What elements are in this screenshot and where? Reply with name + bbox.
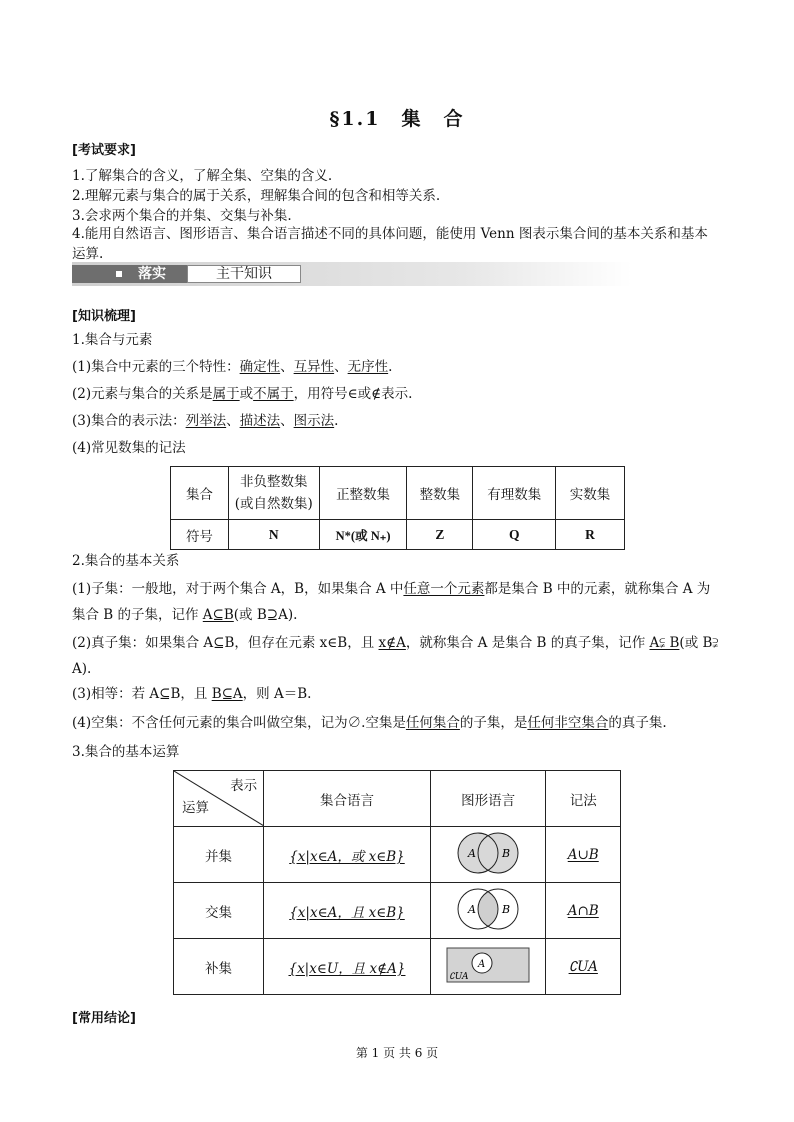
ops-header-lang: 集合语言: [264, 771, 431, 827]
union-venn-diagram: [450, 830, 526, 876]
union-notation-text: A∪B: [567, 846, 599, 863]
subset-text-b: 都是集合 B 中的元素，就称集合 A 为: [484, 581, 711, 597]
numsets-header-4: 有理数集: [473, 467, 556, 520]
equality-line: [72, 684, 311, 704]
proper-text-b: ，就称集合 A 是集合 B 的真子集，记作: [405, 635, 650, 651]
intersection-lang-text: {x|x∈A，且 x∈B}: [289, 904, 405, 921]
complement-name: 补集: [174, 939, 264, 995]
exam-requirements-tag: [考试要求]: [72, 143, 136, 158]
banner-right-label: 主干知识: [187, 265, 301, 283]
page-title: §1.1 集 合: [329, 108, 465, 130]
intersection-notation: [546, 883, 621, 939]
sec1-p4: (4)常见数集的记法: [72, 440, 186, 456]
subset-underline-1: 任意一个元素: [403, 581, 485, 597]
proper-underline-1: x∉A: [378, 635, 406, 651]
complement-venn-diagram: [446, 947, 530, 983]
method-2: 描述法: [239, 413, 281, 429]
sec1-p2-suffix: ，用符号∈或∉表示.: [293, 386, 413, 402]
set-operations-table: [173, 770, 621, 995]
sec1-heading: 1.集合与元素: [72, 332, 153, 348]
intersection-lang: [264, 883, 431, 939]
page-footer: 第 1 页 共 6 页: [355, 1046, 439, 1060]
trait-3: 无序性: [347, 359, 389, 375]
equality-text-a: (3)相等：若 A⊆B，且: [72, 686, 212, 702]
numsets-header-1: 非负整数集 (或自然数集): [228, 467, 319, 520]
complement-lang: [264, 939, 431, 995]
subset-line-1: [72, 579, 710, 599]
banner-left-label: 落实: [138, 266, 166, 282]
trait-1: 确定性: [239, 359, 281, 375]
union-lang: [264, 827, 431, 883]
ops-corner-top: 表示: [230, 778, 258, 794]
subset-text-c: 集合 B 的子集，记作: [72, 607, 203, 623]
trait-2: 互异性: [293, 359, 335, 375]
exam-req-1: 1.了解集合的含义，了解全集、空集的含义.: [72, 168, 333, 184]
exam-req-2: 2.理解元素与集合的属于关系，理解集合间的包含和相等关系.: [72, 188, 441, 204]
sec1-p2-or: 或: [239, 386, 254, 402]
complement-lang-text: {x|x∈U，且 x∉A}: [288, 960, 406, 977]
exam-req-4-cont: 运算.: [72, 246, 104, 262]
number-sets-table: [170, 466, 625, 550]
numsets-cell-1: N: [228, 520, 319, 550]
numsets-cell-2: N*(或 N₊): [319, 520, 407, 550]
subset-underline-2: A⊆B: [202, 607, 234, 623]
empty-text-b: 的子集，是: [459, 715, 528, 731]
proper-underline-2: A⫋ B: [649, 635, 680, 651]
union-venn: [430, 827, 546, 883]
complement-notation: [546, 939, 621, 995]
numsets-cell-4: Q: [473, 520, 556, 550]
relation-not-belong: 不属于: [253, 386, 294, 402]
method-1: 列举法: [185, 413, 227, 429]
sec1-p1-prefix: (1)集合中元素的三个特性：: [72, 359, 240, 375]
proper-text-c: (或 B⫌: [679, 635, 719, 651]
empty-text-c: 的真子集.: [608, 715, 667, 731]
numsets-header-2: 正整数集: [319, 467, 407, 520]
union-name: 并集: [174, 827, 264, 883]
sec1-p2-prefix: (2)元素与集合的关系是: [72, 386, 213, 402]
sec1-p2: [72, 384, 412, 404]
complement-venn: [430, 939, 546, 995]
complement-notation-text: ∁UA: [568, 958, 598, 975]
ops-corner-cell: [174, 771, 264, 827]
proper-subset-line-1: [72, 633, 718, 653]
equality-underline: B⊆A: [211, 686, 243, 702]
conclusion-tag: [常用结论]: [72, 1011, 136, 1026]
empty-text-a: (4)空集：不含任何元素的集合叫做空集，记为∅.空集是: [72, 715, 406, 731]
empty-underline-1: 任何集合: [405, 715, 460, 731]
sec1-p1: (1)集合中元素的三个特性：确定性、互异性、无序性.: [72, 359, 393, 375]
proper-text-a: (2)真子集：如果集合 A⊆B，但存在元素 x∈B，且: [72, 635, 379, 651]
equality-text-b: ，则 A＝B.: [242, 686, 312, 702]
subset-text-d: (或 B⊇A).: [233, 607, 298, 623]
proper-subset-line-2: A).: [72, 661, 92, 677]
intersection-notation-text: A∩B: [567, 902, 599, 919]
numsets-cell-0: 符号: [171, 520, 229, 550]
sec1-p3: (3)集合的表示法：列举法、描述法、图示法.: [72, 413, 339, 429]
exam-req-3: 3.会求两个集合的并集、交集与补集.: [72, 208, 292, 224]
ops-corner-bottom: 运算: [182, 800, 209, 816]
knowledge-tag: [知识梳理]: [72, 309, 136, 324]
sec2-heading: 2.集合的基本关系: [72, 553, 180, 569]
intersection-venn: [430, 883, 546, 939]
intersection-label-a: A: [468, 902, 477, 916]
numsets-cell-3: Z: [407, 520, 473, 550]
intersection-venn-diagram: [450, 886, 526, 932]
sec1-p3-prefix: (3)集合的表示法：: [72, 413, 186, 429]
ops-header-notation: 记法: [546, 771, 621, 827]
numsets-header-3: 整数集: [407, 467, 473, 520]
ops-header-graph: 图形语言: [430, 771, 546, 827]
complement-label-a: A: [478, 958, 486, 970]
union-label-b: B: [502, 846, 511, 860]
complement-label-cu: ∁UA: [449, 971, 469, 982]
banner-left: [72, 265, 187, 283]
union-lang-text: {x|x∈A，或 x∈B}: [289, 848, 405, 865]
subset-text-a: (1)子集：一般地，对于两个集合 A，B，如果集合 A 中: [72, 581, 404, 597]
method-3: 图示法: [293, 413, 335, 429]
intersection-name: 交集: [174, 883, 264, 939]
numsets-cell-5: R: [556, 520, 625, 550]
empty-underline-2: 任何非空集合: [527, 715, 609, 731]
union-label-a: A: [468, 846, 477, 860]
sec3-heading: 3.集合的基本运算: [72, 744, 180, 760]
section-banner: [72, 262, 632, 286]
subset-line-2: [72, 605, 297, 625]
exam-req-4: 4.能用自然语言、图形语言、集合语言描述不同的具体问题，能使用 Venn 图表示集合间的基本关系和基本: [72, 226, 708, 242]
square-bullet-icon: [116, 271, 122, 277]
intersection-label-b: B: [502, 902, 511, 916]
empty-set-line: [72, 713, 667, 733]
numsets-header-5: 实数集: [556, 467, 625, 520]
union-notation: [546, 827, 621, 883]
numsets-header-0: 集合: [171, 467, 229, 520]
relation-belong: 属于: [212, 386, 240, 402]
